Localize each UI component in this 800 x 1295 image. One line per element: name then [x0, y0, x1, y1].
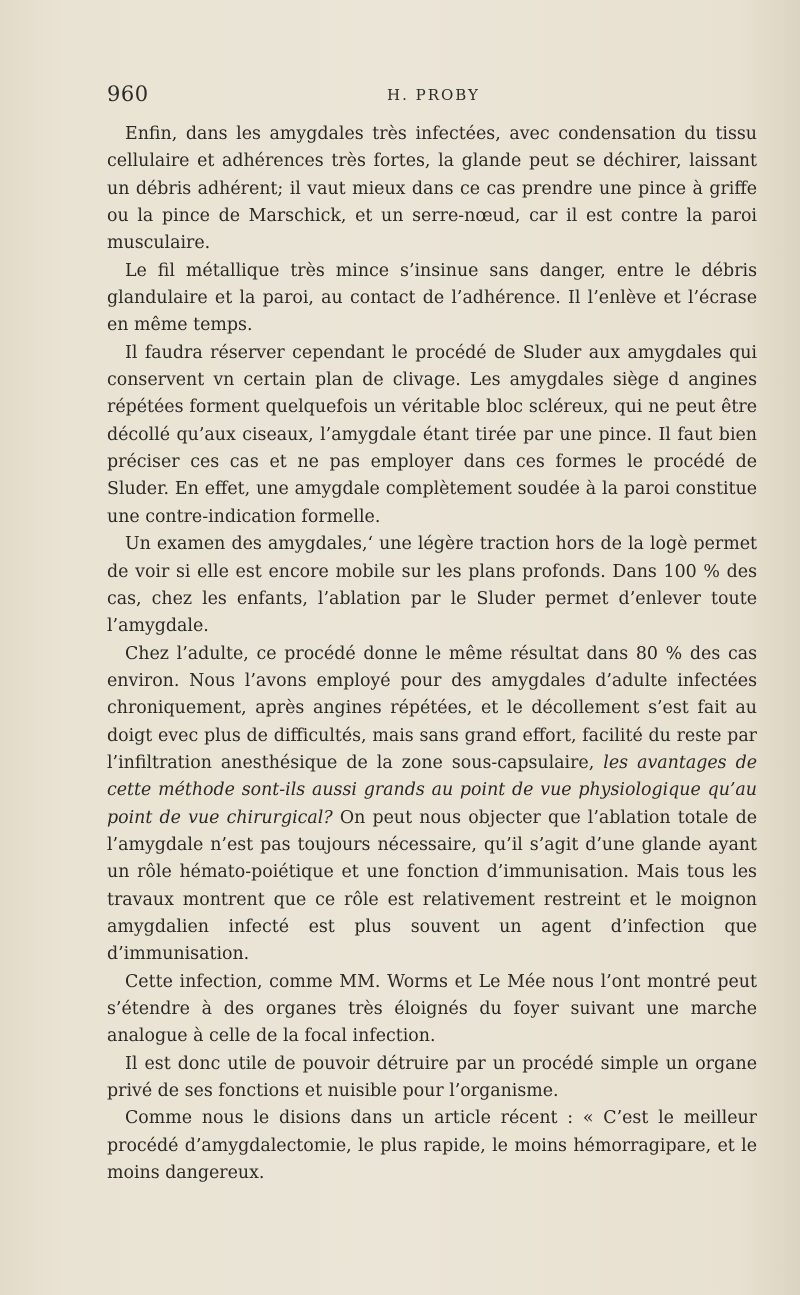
paragraph: Enfin, dans les amygdales très infectées, avec condensation du tissu cellulaire et adhérences très fortes, la glande peut se déchirer, laissant un débris adhérent; il vaut mieux dans ce cas prendre une pince à griffe ou la pince de Marschick, et un serre-nœud, car il est contre la paroi musculaire.	[107, 124, 757, 254]
paragraph-text: Chez l’adulte, ce procédé donne le même résultat dans 80 % des cas environ. Nous l’avons employé pour des amygdales d’adulte infectées chroniquement, après angines répétées, et le décollement s’est fait au doigt evec plus de difficultés, mais sans grand effort, facilité du reste par l’infiltration anesthésique de la zone sous-capsulaire,	[107, 643, 757, 773]
italic-question: les avantages de cette méthode sont-ils aussi grands au point de vue physiologique qu’au point de vue chirurgical?	[107, 752, 757, 828]
paragraph: Il faudra réserver cependant le procédé de Sluder aux amygdales qui conservent vn certain plan de clivage. Les amygdales siège d angines répétées forment quelquefois un véritable bloc scléreux, qui ne peut être décollé qu’aux ciseaux, l’amygdale étant tirée par une pince. Il faut bien préciser ces cas et ne pas employer dans ces formes le procédé de Sluder. En effet, une amygdale complètement soudée à la paroi constitue une contre-indication formelle.	[107, 342, 757, 527]
paragraph-text: On peut nous objecter que l’ablation totale de l’amygdale n’est pas toujours nécessaire, qu’il s’agit d’une glande ayant un rôle hémato-poiétique et une fonction d’immunisation. Mais tous les travaux montrent que ce rôle est relativement restreint et le moignon amygdalien infecté est plus souvent un agent d’infection que d’immunisation.	[107, 807, 757, 965]
paragraph: Il est donc utile de pouvoir détruire par un procédé simple un organe privé de ses fonctions et nuisible pour l’organisme.	[107, 1053, 757, 1102]
paragraph: Cette infection, comme MM. Worms et Le Mée nous l’ont montré peut s’étendre à des organes très éloignés du foyer suivant une marche analogue à celle de la focal infection.	[107, 971, 757, 1047]
paragraph: Un examen des amygdales,‘ une légère traction hors de la logè permet de voir si elle est encore mobile sur les plans profonds. Dans 100 % des cas, chez les enfants, l’ablation par le Sluder permet d’enlever toute l’amygdale.	[107, 534, 757, 637]
running-head	[107, 82, 757, 112]
page-number: 960	[107, 82, 149, 106]
paragraph: Comme nous le disions dans un article récent : « C’est le meilleur procédé d’amygdalectomie, le plus rapide, le moins hémorragipare, et le moins dangereux.	[107, 1108, 757, 1184]
body-text	[107, 121, 757, 1187]
paragraph	[107, 641, 757, 969]
paragraph: Le fil métallique très mince s’insinue sans danger, entre le débris glandulaire et la paroi, au contact de l’adhérence. Il l’enlève et l’écrase en même temps.	[107, 260, 757, 336]
running-head-author: H. PROBY	[387, 86, 480, 104]
